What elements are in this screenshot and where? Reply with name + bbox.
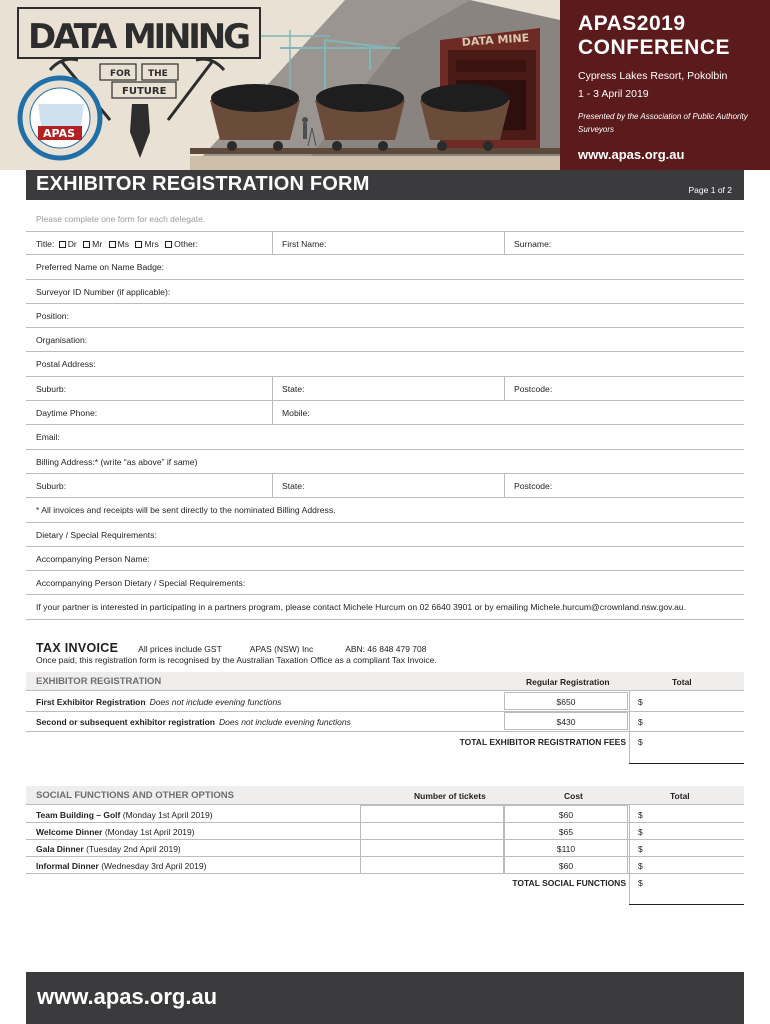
social-total-label: TOTAL SOCIAL FUNCTIONS bbox=[512, 878, 626, 888]
welcome-dinner-total[interactable]: $ bbox=[638, 827, 643, 837]
gala-dinner-cost: $110 bbox=[504, 839, 628, 857]
exhibitor-total-label: TOTAL EXHIBITOR REGISTRATION FEES bbox=[459, 737, 626, 747]
tax-invoice bbox=[36, 641, 427, 655]
page-number: Page 1 of 2 bbox=[688, 185, 732, 195]
checkbox-mr[interactable] bbox=[83, 241, 90, 248]
shovel-icon bbox=[130, 104, 150, 158]
first-exhibitor-price: $650 bbox=[504, 692, 628, 710]
footer-website-link[interactable]: www.apas.org.au bbox=[37, 984, 218, 1009]
exhibitor-section-header bbox=[26, 672, 744, 690]
state-field[interactable]: State: bbox=[282, 383, 305, 394]
entity-name: APAS (NSW) Inc bbox=[249, 644, 314, 654]
title-option-other: Other: bbox=[174, 239, 199, 249]
surveyor-id-field[interactable]: Surveyor ID Number (if applicable): bbox=[36, 286, 171, 297]
social-row-label: Gala Dinner (Tuesday 2nd April 2019) bbox=[36, 844, 181, 854]
social-total-header: Total bbox=[670, 791, 690, 801]
title-option-mr: Mr bbox=[92, 239, 103, 249]
first-exhibitor-total[interactable]: $ bbox=[638, 697, 643, 707]
dietary-field[interactable]: Dietary / Special Requirements: bbox=[36, 529, 157, 540]
golf-tickets-input[interactable] bbox=[360, 805, 504, 823]
billing-state-field[interactable]: State: bbox=[282, 480, 305, 491]
title-option-dr: Dr bbox=[67, 239, 77, 249]
logo-for: FOR bbox=[110, 69, 131, 79]
checkbox-other[interactable] bbox=[165, 241, 172, 248]
mine-sign-text: DATA MINE bbox=[461, 31, 530, 49]
surname-field[interactable]: Surname: bbox=[514, 239, 552, 249]
position-field[interactable]: Position: bbox=[36, 310, 69, 321]
mining-illustration bbox=[0, 0, 560, 170]
invoice-note: * All invoices and receipts will be sent directly to the nominated Billing Address. bbox=[36, 505, 336, 516]
checkbox-mrs[interactable] bbox=[135, 241, 142, 248]
social-section-header bbox=[26, 786, 744, 804]
billing-suburb-field[interactable]: Suburb: bbox=[36, 480, 67, 491]
registration-fields bbox=[26, 231, 744, 620]
title-field bbox=[26, 232, 272, 254]
checkbox-ms[interactable] bbox=[109, 241, 116, 248]
exhibitor-row bbox=[26, 692, 744, 712]
title-option-mrs: Mrs bbox=[144, 239, 159, 249]
informal-dinner-cost: $60 bbox=[504, 856, 628, 874]
social-row-label: Team Building – Golf (Monday 1st April 2019) bbox=[36, 810, 213, 820]
footer-bar bbox=[26, 972, 744, 1024]
gala-dinner-tickets-input[interactable] bbox=[360, 839, 504, 857]
social-row-label: Welcome Dinner (Monday 1st April 2019) bbox=[36, 827, 195, 837]
exhibitor-row bbox=[26, 712, 744, 732]
email-field[interactable]: Email: bbox=[36, 432, 60, 443]
social-grand-total[interactable]: $ bbox=[638, 878, 643, 888]
welcome-dinner-tickets-input[interactable] bbox=[360, 822, 504, 840]
partner-program-note: If your partner is interested in participating in a partners program, please contact Michele Hurcum on 02 6640 3901 or by emailing Michele.hurcum@crownland.nsw.gov.au. bbox=[36, 602, 687, 613]
title-name-row bbox=[26, 231, 744, 255]
postal-address-field[interactable]: Postal Address: bbox=[36, 359, 96, 370]
checkbox-dr[interactable] bbox=[59, 241, 66, 248]
billing-postcode-field[interactable]: Postcode: bbox=[514, 480, 553, 491]
accompanying-dietary-field[interactable]: Accompanying Person Dietary / Special Requirements: bbox=[36, 578, 246, 589]
conference-title-line2: CONFERENCE bbox=[578, 36, 731, 59]
welcome-dinner-cost: $65 bbox=[504, 822, 628, 840]
exhibitor-total-header: Total bbox=[672, 677, 692, 687]
form-title: EXHIBITOR REGISTRATION FORM bbox=[36, 173, 370, 195]
social-row-label: Informal Dinner (Wednesday 3rd April 2019) bbox=[36, 861, 207, 871]
organisation-field[interactable]: Organisation: bbox=[36, 335, 88, 346]
tax-invoice-note: Once paid, this registration form is recognised by the Australian Taxation Office as a compliant Tax Invoice. bbox=[36, 655, 437, 665]
first-name-field[interactable]: First Name: bbox=[282, 239, 327, 249]
logo-title: DATA MINING bbox=[28, 17, 252, 57]
exhibitor-row-label: First Exhibitor Registration Does not include evening functions bbox=[36, 697, 282, 707]
title-label: Title: bbox=[36, 239, 55, 249]
exhibitor-heading: EXHIBITOR REGISTRATION bbox=[36, 676, 162, 687]
logo-the: THE bbox=[148, 69, 168, 79]
billing-address-field[interactable]: Billing Address:* (write “as above” if same) bbox=[36, 456, 198, 467]
abn-number: ABN: 46 848 479 708 bbox=[345, 644, 427, 654]
logo-future: FUTURE bbox=[122, 86, 167, 97]
apas-badge-text: APAS bbox=[43, 127, 76, 140]
informal-dinner-tickets-input[interactable] bbox=[360, 856, 504, 874]
suburb-field[interactable]: Suburb: bbox=[36, 383, 67, 394]
tax-invoice-title: TAX INVOICE bbox=[36, 641, 119, 655]
header-banner bbox=[0, 0, 770, 170]
conference-dates: 1 - 3 April 2019 bbox=[578, 88, 649, 100]
title-bar bbox=[26, 170, 744, 200]
presented-by: Presented by the Association of Public Authority Surveyors bbox=[578, 112, 748, 134]
golf-total[interactable]: $ bbox=[638, 810, 643, 820]
informal-dinner-total[interactable]: $ bbox=[638, 861, 643, 871]
cost-header: Cost bbox=[564, 791, 583, 801]
gst-note: All prices include GST bbox=[138, 644, 222, 654]
postcode-field[interactable]: Postcode: bbox=[514, 383, 553, 394]
regular-registration-header: Regular Registration bbox=[526, 677, 610, 687]
conference-website-link[interactable]: www.apas.org.au bbox=[578, 147, 685, 162]
conference-venue: Cypress Lakes Resort, Pokolbin bbox=[578, 70, 728, 82]
golf-cost: $60 bbox=[504, 805, 628, 823]
conference-title-line1: APAS2019 bbox=[578, 12, 686, 35]
social-heading: SOCIAL FUNCTIONS AND OTHER OPTIONS bbox=[36, 790, 234, 801]
accompanying-name-field[interactable]: Accompanying Person Name: bbox=[36, 553, 150, 564]
second-exhibitor-price: $430 bbox=[504, 712, 628, 730]
second-exhibitor-total[interactable]: $ bbox=[638, 717, 643, 727]
mobile-field[interactable]: Mobile: bbox=[282, 408, 310, 419]
exhibitor-grand-total[interactable]: $ bbox=[638, 737, 643, 747]
title-option-ms: Ms bbox=[117, 239, 130, 249]
tickets-header: Number of tickets bbox=[414, 791, 486, 801]
conference-info bbox=[560, 0, 770, 170]
exhibitor-row-label: Second or subsequent exhibitor registration Does not include evening functions bbox=[36, 717, 351, 727]
gala-dinner-total[interactable]: $ bbox=[638, 844, 643, 854]
instructions-text: Please complete one form for each delegate. bbox=[36, 214, 206, 224]
preferred-name-field[interactable]: Preferred Name on Name Badge: bbox=[36, 262, 165, 273]
daytime-phone-field[interactable]: Daytime Phone: bbox=[36, 408, 98, 419]
